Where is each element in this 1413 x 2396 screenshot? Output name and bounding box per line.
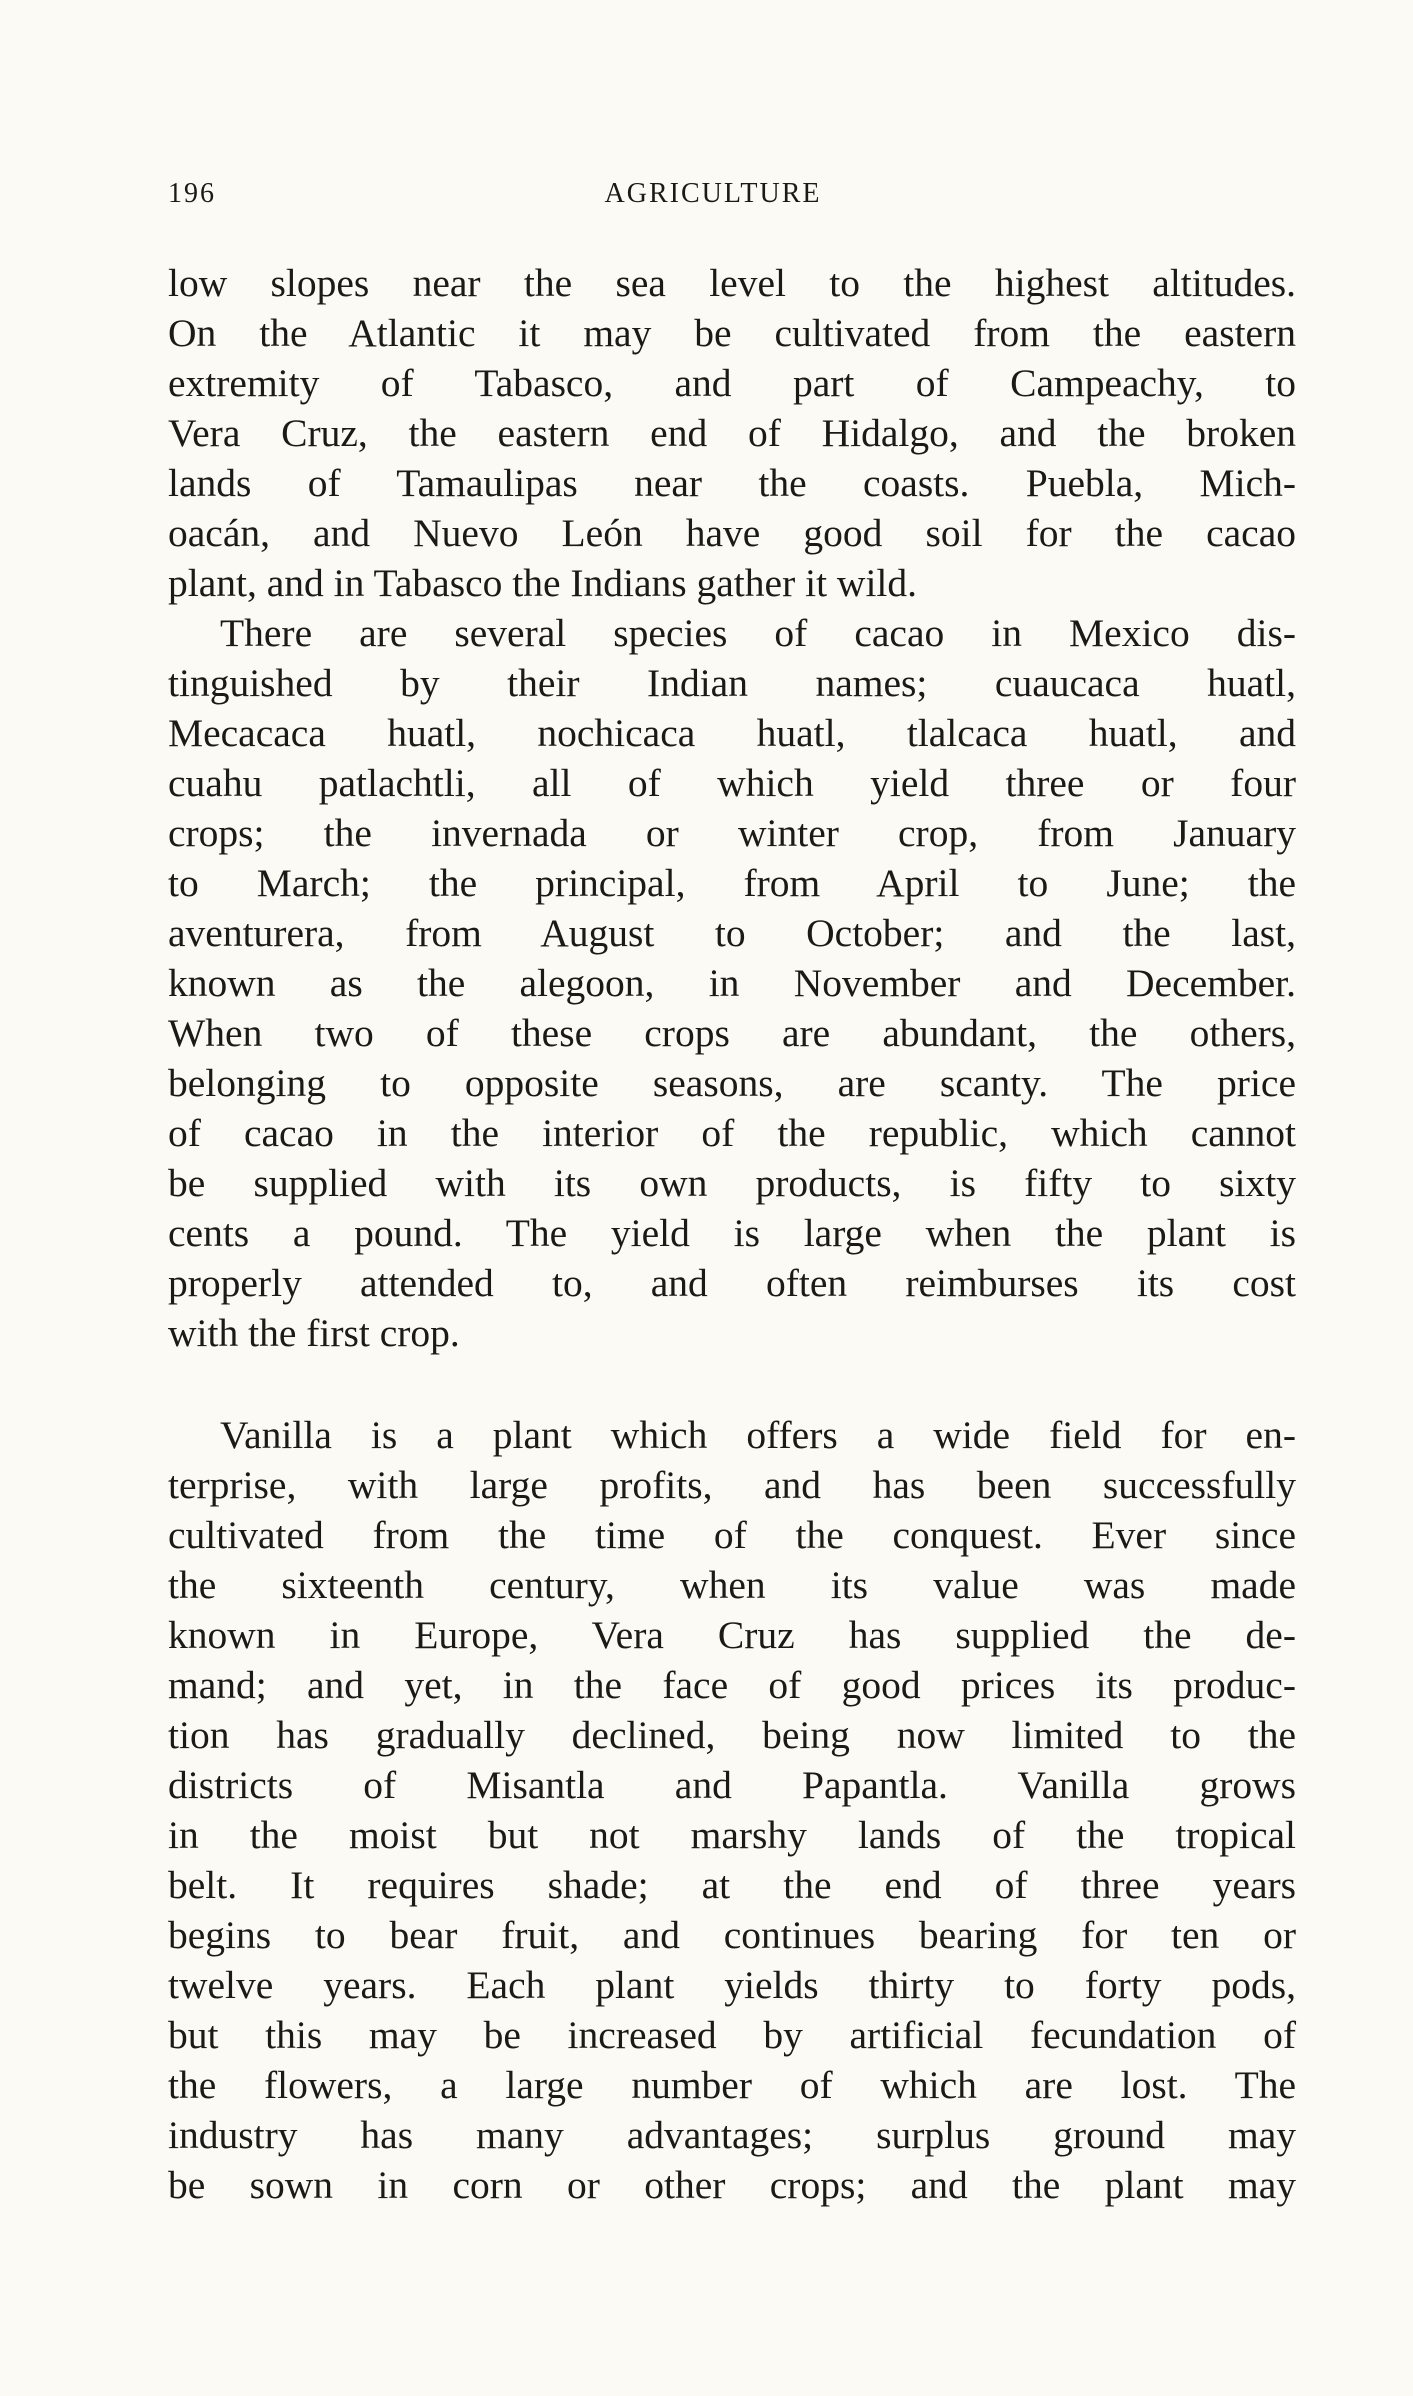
text-line: belt. It requires shade; at the end of three years [168,1863,1296,1907]
text-line: properly attended to, and often reimburses its cost [168,1261,1296,1305]
text-line: There are several species of cacao in Mexico dis- [220,611,1296,655]
text-line: cents a pound. The yield is large when the plant is [168,1211,1296,1255]
text-line: crops; the invernada or winter crop, from January [168,811,1296,855]
text-line: tion has gradually declined, being now limited to the [168,1713,1296,1757]
text-line: cultivated from the time of the conquest. Ever since [168,1513,1296,1557]
text-line: aventurera, from August to October; and the last, [168,911,1296,955]
text-line: mand; and yet, in the face of good prices its produc- [168,1663,1296,1707]
page-number: 196 [168,178,216,209]
text-line: to March; the principal, from April to June; the [168,861,1296,905]
text-line: of cacao in the interior of the republic, which cannot [168,1111,1296,1155]
text-line: tinguished by their Indian names; cuaucaca huatl, [168,661,1296,705]
paragraph-vanilla [168,1410,1296,2210]
text-line: be sown in corn or other crops; and the plant may [168,2163,1296,2207]
text-line: lands of Tamaulipas near the coasts. Puebla, Mich- [168,461,1296,505]
text-line: with the first crop. [168,1311,460,1355]
running-head [168,178,1298,218]
text-line: Mecacaca huatl, nochicaca huatl, tlalcaca huatl, and [168,711,1296,755]
text-line: low slopes near the sea level to the highest altitudes. [168,261,1296,305]
text-line: terprise, with large profits, and has been successfully [168,1463,1296,1507]
text-line: the sixteenth century, when its value was made [168,1563,1296,1607]
text-line: oacán, and Nuevo León have good soil for the cacao [168,511,1296,555]
text-line: in the moist but not marshy lands of the tropical [168,1813,1296,1857]
text-line: known as the alegoon, in November and December. [168,961,1296,1005]
text-line: cuahu patlachtli, all of which yield three or four [168,761,1296,805]
text-line: known in Europe, Vera Cruz has supplied the de- [168,1613,1296,1657]
text-line: belonging to opposite seasons, are scanty. The price [168,1061,1296,1105]
text-line: the flowers, a large number of which are lost. The [168,2063,1296,2107]
text-line: Vera Cruz, the eastern end of Hidalgo, and the broken [168,411,1296,455]
paragraph-cacao-species [168,608,1296,1358]
text-line: be supplied with its own products, is fifty to sixty [168,1161,1296,1205]
text-line: plant, and in Tabasco the Indians gather it wild. [168,561,918,605]
paragraph-cacao-regions [168,258,1296,608]
text-line: begins to bear fruit, and continues bearing for ten or [168,1913,1296,1957]
text-line: extremity of Tabasco, and part of Campeachy, to [168,361,1296,405]
text-line: but this may be increased by artificial fecundation of [168,2013,1296,2057]
text-line: When two of these crops are abundant, the others, [168,1011,1296,1055]
text-line: twelve years. Each plant yields thirty to forty pods, [168,1963,1296,2007]
text-line: On the Atlantic it may be cultivated from the eastern [168,311,1296,355]
running-title: AGRICULTURE [604,178,822,209]
text-line: industry has many advantages; surplus ground may [168,2113,1296,2157]
text-line: districts of Misantla and Papantla. Vanilla grows [168,1763,1296,1807]
text-line: Vanilla is a plant which offers a wide field for en- [220,1413,1296,1457]
